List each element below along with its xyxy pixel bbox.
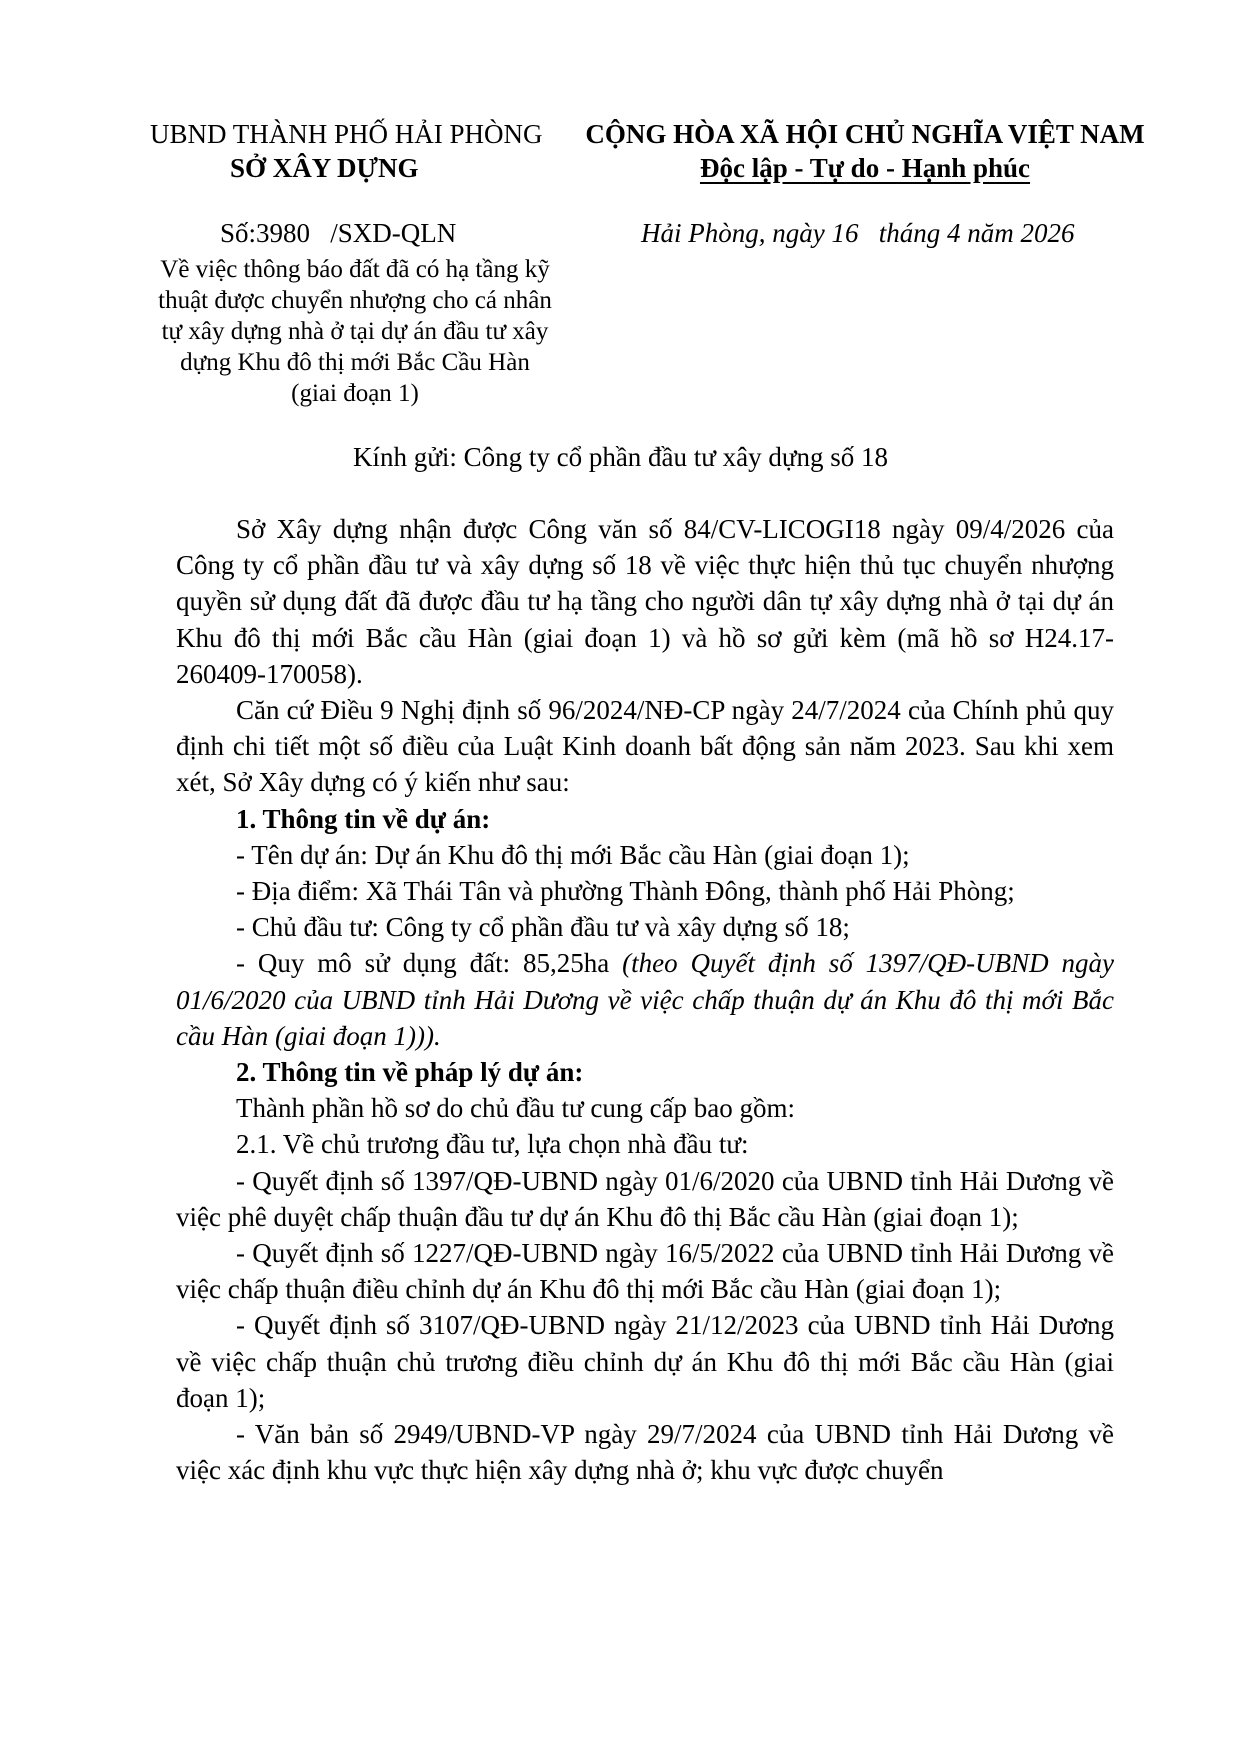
list-item-decision: - Quyết định số 3107/QĐ-UBND ngày 21/12/2023 của UBND tỉnh Hải Dương về việc chấp thuận chủ trương điều chỉnh dự án Khu đô thị mới Bắc cầu Hàn (giai đoạn 1);: [176, 1310, 1114, 1413]
list-item: - Tên dự án: Dự án Khu đô thị mới Bắc cầu Hàn (giai đoạn 1);: [236, 839, 910, 870]
issuer-department: SỞ XÂY DỰNG: [230, 153, 419, 183]
document-number: Số:3980 /SXD-QLN: [220, 218, 457, 248]
list-item-decision: - Quyết định số 1397/QĐ-UBND ngày 01/6/2020 của UBND tỉnh Hải Dương về việc phê duyệt chấp thuận đầu tư dự án Khu đô thị Bắc cầu Hàn (giai đoạn 1);: [176, 1165, 1114, 1232]
list-item: - Chủ đầu tư: Công ty cổ phần đầu tư và xây dựng số 18;: [236, 912, 850, 943]
issuer-header: [150, 117, 570, 185]
list-item-decision: - Văn bản số 2949/UBND-VP ngày 29/7/2024 của UBND tỉnh Hải Dương về việc xác định khu vực thực hiện xây dựng nhà ở; khu vực được chuyển: [176, 1419, 1114, 1486]
subject-line: thuật được chuyển nhượng cho cá nhân: [158, 287, 552, 314]
subsection-heading: 2.1. Về chủ trương đầu tư, lựa chọn nhà đầu tư:: [236, 1129, 749, 1160]
document-date: Hải Phòng, ngày 16 tháng 4 năm 2026: [641, 218, 1075, 248]
subject-line: tự xây dựng nhà ở tại dự án đầu tư xây: [161, 318, 549, 345]
document-body: [176, 511, 1114, 1488]
paragraph-intro: Sở Xây dựng nhận được Công văn số 84/CV-LICOGI18 ngày 09/4/2026 của Công ty cổ phần đầu tư và xây dựng số 18 về việc thực hiện thủ tục chuyển nhượng quyền sử dụng đất đã được đầu tư hạ tầng cho người dân tự xây dựng nhà ở tại dự án Khu đô thị mới Bắc cầu Hàn (giai đoạn 1) và hồ sơ gửi kèm (mã hồ sơ H24.17-260409-170058).: [176, 514, 1114, 689]
recipient: Kính gửi: Công ty cổ phần đầu tư xây dựng số 18: [352, 442, 889, 472]
document-subject: [140, 254, 570, 409]
land-scale-reference: (theo Quyết định số 1397/QĐ-UBND ngày 01/6/2020 của UBND tỉnh Hải Dương về việc chấp thuận dự án Khu đô thị mới Bắc cầu Hàn (giai đoạn 1))).: [176, 948, 1114, 1051]
list-item: - Địa điểm: Xã Thái Tân và phường Thành Đông, thành phố Hải Phòng;: [236, 876, 1015, 907]
section-heading-project-info: 1. Thông tin về dự án:: [236, 803, 491, 834]
subject-line: dựng Khu đô thị mới Bắc Cầu Hàn: [180, 349, 530, 376]
land-scale-text: - Quy mô sử dụng đất: 85,25ha: [236, 948, 623, 979]
list-item-land-scale: [176, 945, 1114, 1054]
paragraph: Thành phần hồ sơ do chủ đầu tư cung cấp bao gồm:: [236, 1093, 796, 1124]
subject-line: (giai đoạn 1): [291, 380, 419, 407]
national-title: CỘNG HÒA XÃ HỘI CHỦ NGHĨA VIỆT NAM: [585, 119, 1145, 149]
issuer-authority: UBND THÀNH PHỐ HẢI PHÒNG: [150, 119, 543, 149]
subject-line: Về việc thông báo đất đã có hạ tầng kỹ: [160, 256, 550, 283]
national-motto: Độc lập - Tự do - Hạnh phúc: [699, 153, 1031, 183]
national-header: [565, 117, 1165, 185]
list-item-decision: - Quyết định số 1227/QĐ-UBND ngày 16/5/2022 của UBND tỉnh Hải Dương về việc chấp thuận điều chỉnh dự án Khu đô thị mới Bắc cầu Hàn (giai đoạn 1);: [176, 1238, 1114, 1305]
section-heading-legal-info: 2. Thông tin về pháp lý dự án:: [236, 1057, 584, 1088]
paragraph-legal-basis: Căn cứ Điều 9 Nghị định số 96/2024/NĐ-CP ngày 24/7/2024 của Chính phủ quy định chi tiết một số điều của Luật Kinh doanh bất động sản năm 2023. Sau khi xem xét, Sở Xây dựng có ý kiến như sau:: [176, 695, 1114, 798]
